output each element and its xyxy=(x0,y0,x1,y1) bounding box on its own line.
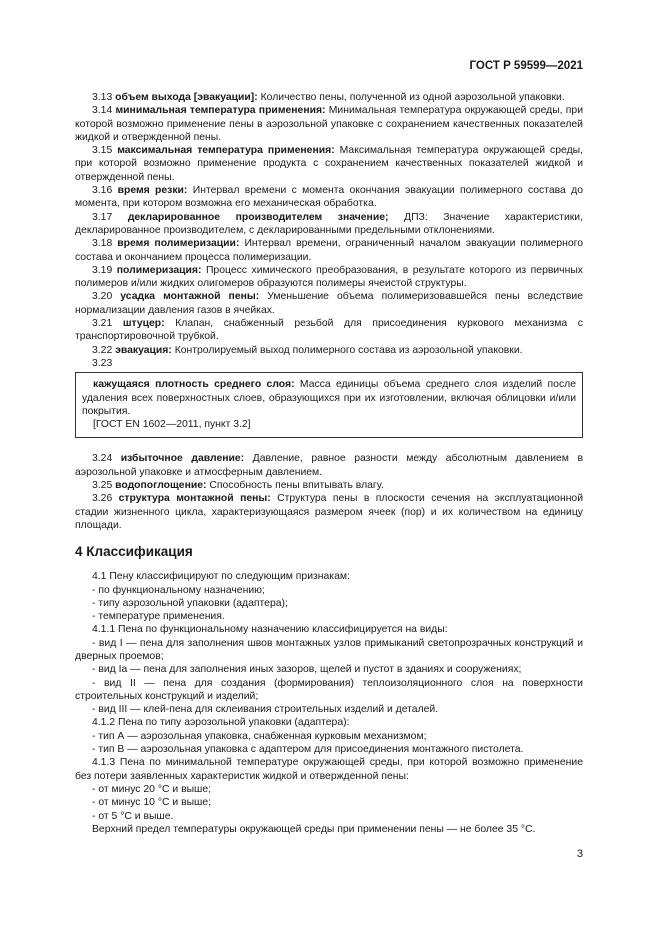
term-number: 3.25 xyxy=(92,480,113,492)
term-name: минимальная температура применения: xyxy=(115,105,326,117)
term-name: кажущаяся плотность среднего слоя: xyxy=(93,379,295,391)
term-entry xyxy=(75,91,583,104)
term-reference: [ГОСТ EN 1602—2011, пункт 3.2] xyxy=(93,419,251,431)
section-paragraph: - от 5 °С и выше. xyxy=(92,810,174,822)
term-text: Интервал времени с момента окончания эвакуации полимерного состава до момента, при котором возможна его механическая обработка. xyxy=(75,185,584,210)
term-name: декларированное производителем значение; xyxy=(127,211,389,223)
section-paragraph: - тип В — аэрозольная упаковка с адаптером для присоединения монтажного пистолета. xyxy=(92,744,524,756)
term-number: 3.13 xyxy=(92,92,113,103)
term-number: 3.26 xyxy=(92,493,113,505)
term-text: Процесс химического преобразования, в результате которого из первичных полимеров и/или жидких олигомеров образуются полимеры ячеистой структуры. xyxy=(75,264,583,290)
term-number: 3.24 xyxy=(92,453,113,465)
document-body xyxy=(75,91,583,836)
term-definition xyxy=(82,378,576,418)
terms-list-2 xyxy=(75,452,583,532)
section-paragraph: - типу аэрозольной упаковки (адаптера); xyxy=(92,597,288,609)
term-text: Масса единицы объема среднего слоя изделий после удаления всех поверхностных слоев, образующихся при их изготовлении, включая облицовки и/или покрытия. xyxy=(82,379,576,417)
term-entry xyxy=(75,237,583,264)
term-name: максимальная температура применения: xyxy=(117,145,335,157)
section-body xyxy=(75,570,583,836)
term-entry xyxy=(75,479,583,492)
section-paragraph: 4.1.3 Пена по минимальной температуре окружающей среды, при которой возможно применение без потери заявленных характеристик жидкой и отвержденной пены: xyxy=(75,757,583,782)
section-paragraph: - тип А — аэрозольная упаковка, снабженная курковым механизмом; xyxy=(92,730,427,742)
term-name: штуцер: xyxy=(122,318,165,330)
term-number: 3.21 xyxy=(92,318,113,330)
term-name: избыточное давление: xyxy=(120,453,245,465)
term-number: 3.16 xyxy=(92,185,113,197)
section-paragraph: 4.1.2 Пена по типу аэрозольной упаковки (адаптера): xyxy=(92,717,350,729)
term-name: водопоглощение: xyxy=(115,480,207,492)
term-entry xyxy=(75,144,583,184)
term-number: 3.19 xyxy=(92,264,113,276)
term-entry xyxy=(75,184,583,211)
section-paragraph: - вид III — клей-пена для склеивания строительных изделий и деталей. xyxy=(92,704,439,716)
term-entry xyxy=(75,317,583,344)
section-heading: 4 Классификация xyxy=(75,544,193,560)
section-paragraph: - температуре применения. xyxy=(92,611,225,623)
term-entry xyxy=(75,104,583,144)
term-name: усадка монтажной пены: xyxy=(120,291,260,303)
section-paragraph: Верхний предел температуры окружающей среды при применении пены — не более 35 °С. xyxy=(92,823,536,835)
term-text: Количество пены, полученной из одной аэрозольной упаковки. xyxy=(260,92,565,103)
term-text: Минимальная температура окружающей среды, при которой возможно применение пены в аэрозольной упаковке с сохранением качественных показателей жидкой и отвержденной пены. xyxy=(75,105,584,143)
term-text: ДПЗ: Значение характеристики, декларированное производителем, с декларированными предельными отклонениями. xyxy=(75,211,584,236)
section-paragraph: - от минус 20 °С и выше; xyxy=(92,783,212,795)
page-number: 3 xyxy=(576,848,583,860)
section-paragraph: - вид I — пена для заполнения швов монтажных узлов примыканий светопрозрачных конструкций и дверных проемов; xyxy=(75,637,583,662)
term-number: 3.15 xyxy=(92,145,113,157)
section-paragraph: - по функциональному назначению; xyxy=(92,584,265,596)
term-text: Интервал времени, ограниченный началом эвакуации полимерного состава и окончанием процесса полимеризации. xyxy=(75,238,584,263)
term-text: Уменьшение объема полимеризовавшейся пены вследствие нормализации давления газов в ячейках. xyxy=(75,291,583,316)
term-text: Контролируемый выход полимерного состава из аэрозольной упаковки. xyxy=(174,344,523,356)
term-text: Структура пены в плоскости сечения на эксплуатационной стадии жизненного цикла, характеризующаяся размером ячеек (пор) и их количеством на единицу площади. xyxy=(75,493,584,531)
term-entry xyxy=(75,452,583,479)
term-name: время полимеризации: xyxy=(117,238,240,250)
standard-number: ГОСТ Р 59599—2021 xyxy=(469,60,583,72)
term-definition-box xyxy=(75,372,583,438)
section-paragraph: - вид Ia — пена для заполнения иных зазоров, щелей и пустот в зданиях и сооружениях; xyxy=(92,664,522,676)
term-entry xyxy=(75,264,583,291)
term-name: структура монтажной пены: xyxy=(118,493,271,505)
term-name: полимеризация: xyxy=(116,264,202,276)
term-entry xyxy=(75,344,583,357)
term-name: время резки: xyxy=(117,185,188,197)
term-name: объем выхода [эвакуации]: xyxy=(115,92,258,103)
term-text: Максимальная температура окружающей среды, при которой возможно применение продукта с сохранением качественных показателей жидкой и отвержденной пены. xyxy=(75,145,583,183)
section-paragraph: 4.1 Пену классифицируют по следующим признакам: xyxy=(92,571,350,583)
section-paragraph: - вид II — пена для создания (формирования) теплоизоляционного слоя на поверхности строительных конструкций и изделий; xyxy=(75,677,583,702)
term-number: 3.20 xyxy=(92,291,113,303)
term-number: 3.23 xyxy=(92,357,113,369)
term-number: 3.22 xyxy=(92,344,113,356)
section-paragraph: 4.1.1 Пена по функциональному назначению классифицируется на виды: xyxy=(92,624,448,636)
term-entry xyxy=(75,290,583,317)
term-text: Давление, равное разности между абсолютным давлением в аэрозольной упаковке и атмосферным давлением. xyxy=(75,453,583,478)
term-number: 3.14 xyxy=(92,105,113,117)
term-entry xyxy=(75,211,583,238)
term-entry xyxy=(75,492,583,532)
section-paragraph: - от минус 10 °С и выше; xyxy=(92,797,212,809)
term-number: 3.18 xyxy=(92,238,113,250)
term-number: 3.17 xyxy=(92,211,113,223)
term-text: Клапан, снабженный резьбой для присоединения куркового механизма с транспортировочной трубкой. xyxy=(75,318,584,343)
term-name: эвакуация: xyxy=(115,344,172,356)
term-text: Способность пены впитывать влагу. xyxy=(209,480,384,492)
terms-list-1 xyxy=(75,91,583,357)
